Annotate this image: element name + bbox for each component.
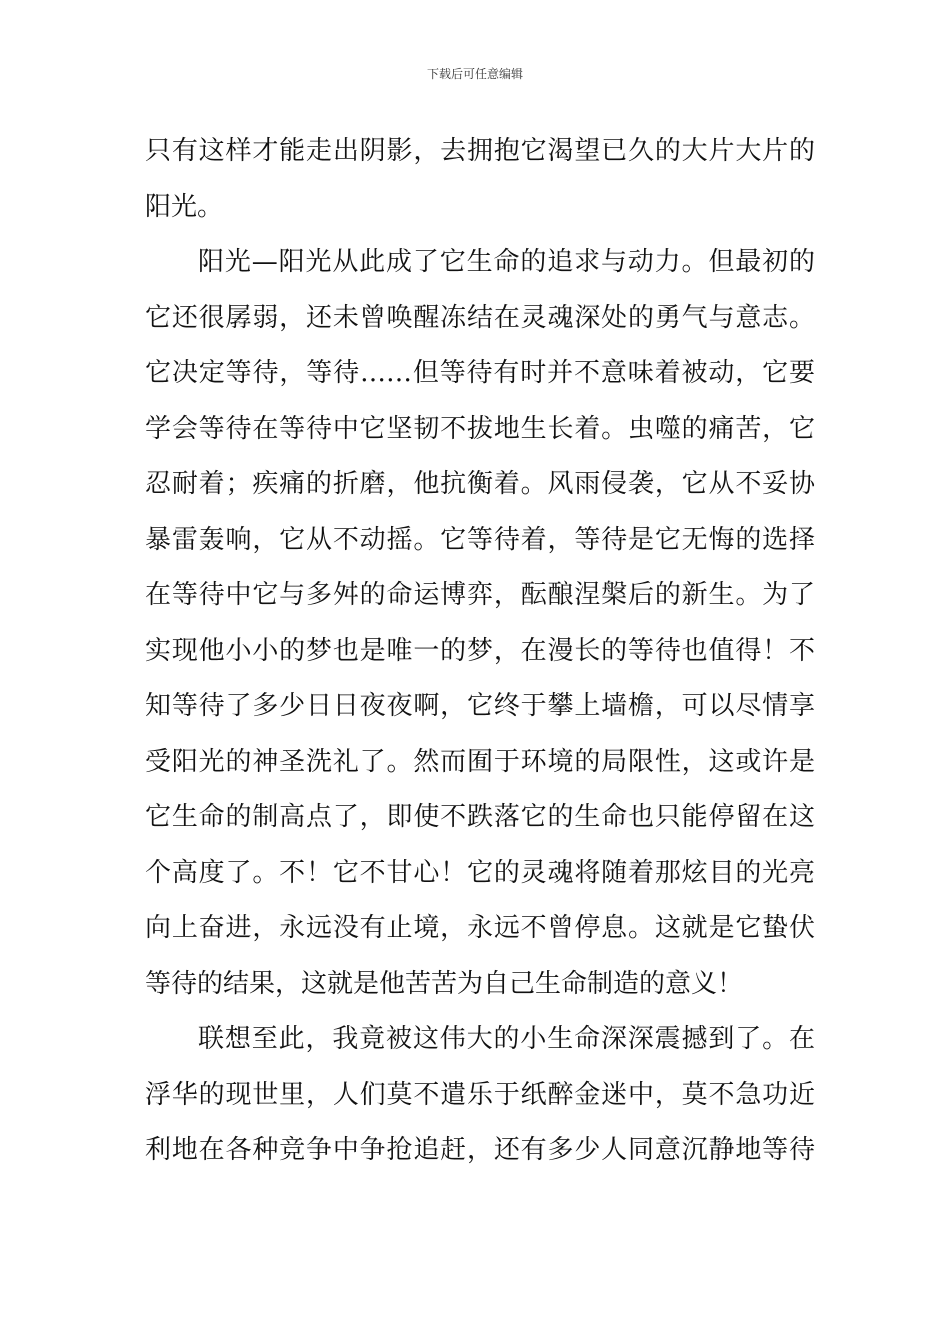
- text-line: 个高度了。不！它不甘心！它的灵魂将随着那炫目的光亮: [145, 857, 815, 888]
- text-line: 知等待了多少日日夜夜啊，它终于攀上墙檐，可以尽情享: [145, 691, 815, 721]
- page-header: 下载后可任意编辑: [426, 67, 523, 81]
- text-line: 它生命的制高点了，即使不跌落它的生命也只能停留在这: [145, 802, 815, 832]
- text-line: 实现他小小的梦也是唯一的梦，在漫长的等待也值得！不: [145, 635, 815, 666]
- text-line: 利地在各种竞争中争抢追赶，还有多少人同意沉静地等待: [145, 1135, 815, 1165]
- text-line: 阳光—阳光从此成了它生命的追求与动力。但最初的: [198, 247, 815, 277]
- text-line: 联想至此，我竟被这伟大的小生命深深震撼到了。在: [198, 1024, 815, 1054]
- text-line: 等待的结果，这就是他苦苦为自己生命制造的意义！: [145, 968, 744, 999]
- text-line: 忍耐着；疾痛的折磨，他抗衡着。风雨侵袭，它从不妥协: [145, 469, 815, 499]
- text-line: 它还很孱弱，还未曾唤醒冻结在灵魂深处的勇气与意志。: [145, 302, 815, 333]
- text-line: 暴雷轰响，它从不动摇。它等待着，等待是它无悔的选择: [145, 524, 815, 555]
- text-line: 阳光。: [145, 191, 224, 222]
- text-line: 浮华的现世里，人们莫不遣乐于纸醉金迷中，莫不急功近: [145, 1079, 815, 1110]
- text-line: 在等待中它与多舛的命运博弈，酝酿涅槃后的新生。为了: [145, 580, 815, 610]
- text-line: 它决定等待，等待……但等待有时并不意味着被动，它要: [145, 358, 815, 388]
- text-line: 受阳光的神圣洗礼了。然而囿于环境的局限性，这或许是: [145, 746, 815, 777]
- body-text: [145, 124, 815, 1179]
- text-line: 向上奋进，永远没有止境，永远不曾停息。这就是它蛰伏: [145, 913, 815, 943]
- text-line: 学会等待在等待中它坚韧不拔地生长着。虫噬的痛苦，它: [145, 413, 815, 444]
- text-line: 只有这样才能走出阴影，去拥抱它渴望已久的大片大片的: [145, 136, 815, 166]
